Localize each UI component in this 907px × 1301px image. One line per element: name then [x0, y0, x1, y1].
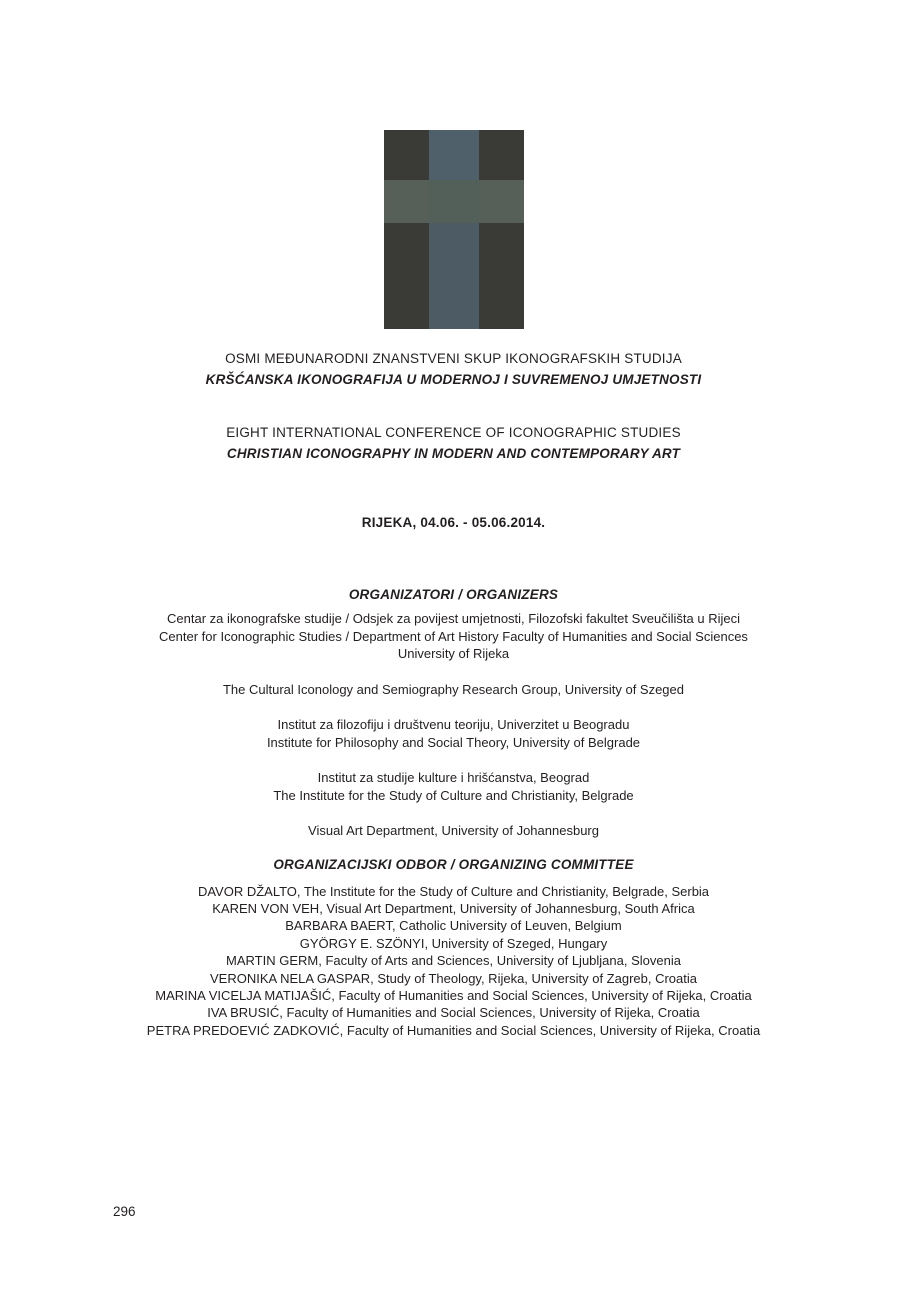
- organizer-line: Institute for Philosophy and Social Theory, University of Belgrade: [266, 734, 641, 750]
- organizer-group: [0, 610, 907, 663]
- organizer-line: Institut za filozofiju i društvenu teoriju, Univerzitet u Beogradu: [277, 717, 630, 732]
- organizer-group: [0, 769, 907, 804]
- conference-title-en: EIGHT INTERNATIONAL CONFERENCE OF ICONOGRAPHIC STUDIES: [226, 425, 681, 440]
- croatian-title-block: [0, 348, 907, 390]
- committee-member: KAREN VON VEH, Visual Art Department, University of Johannesburg, South Africa: [212, 900, 695, 916]
- committee-heading: ORGANIZACIJSKI ODBOR / ORGANIZING COMMITTEE: [273, 856, 634, 872]
- committee-member: GYÖRGY E. SZÖNYI, University of Szeged, Hungary: [299, 935, 608, 951]
- committee-member: DAVOR DŽALTO, The Institute for the Study of Culture and Christianity, Belgrade, Serbia: [197, 883, 710, 899]
- organizer-line: Center for Iconographic Studies / Department of Art History Faculty of Humanities and Social Sciences: [159, 628, 748, 644]
- logo-cell-vbar-top: [429, 130, 479, 180]
- conference-theme-en: CHRISTIAN ICONOGRAPHY IN MODERN AND CONTEMPORARY ART: [226, 446, 681, 461]
- committee-member: VERONIKA NELA GASPAR, Study of Theology, Rijeka, University of Zagreb, Croatia: [210, 970, 697, 986]
- logo-cell-dark: [479, 130, 524, 180]
- organizer-line: Visual Art Department, University of Johannesburg: [308, 823, 599, 838]
- organizer-line: Institut za studije kulture i hrišćanstva, Beograd: [317, 770, 590, 785]
- logo-cell-dark: [384, 223, 429, 329]
- logo-cell-intersection: [429, 180, 479, 223]
- conference-title-hr: OSMI MEĐUNARODNI ZNANSTVENI SKUP IKONOGRAFSKIH STUDIJA: [225, 351, 682, 366]
- page-number: 296: [113, 1204, 136, 1219]
- committee-member: MARINA VICELJA MATIJAŠIĆ, Faculty of Humanities and Social Sciences, University of Rijeka, Croatia: [155, 987, 752, 1003]
- organizers-list: [0, 610, 907, 840]
- logo-cell-dark: [384, 130, 429, 180]
- organizer-group: [0, 681, 907, 699]
- logo-cell-hbar: [384, 180, 429, 223]
- committee-list: [0, 883, 907, 1040]
- logo-cell-hbar: [479, 180, 524, 223]
- committee-member: MARTIN GERM, Faculty of Arts and Sciences, University of Ljubljana, Slovenia: [226, 953, 681, 969]
- date-location: RIJEKA, 04.06. - 05.06.2014.: [361, 515, 546, 530]
- organizer-line: University of Rijeka: [397, 646, 510, 661]
- logo-cell-dark: [479, 223, 524, 329]
- committee-member: IVA BRUSIĆ, Faculty of Humanities and Social Sciences, University of Rijeka, Croatia: [207, 1005, 700, 1021]
- english-title-block: [0, 422, 907, 464]
- organizer-group: [0, 822, 907, 840]
- organizer-line: The Institute for the Study of Culture and Christianity, Belgrade: [273, 787, 634, 803]
- organizer-line: The Cultural Iconology and Semiography Research Group, University of Szeged: [222, 681, 685, 697]
- conference-theme-hr: KRŠĆANSKA IKONOGRAFIJA U MODERNOJ I SUVREMENOJ UMJETNOSTI: [205, 372, 702, 387]
- document-page: [0, 130, 907, 1301]
- committee-member: BARBARA BAERT, Catholic University of Leuven, Belgium: [285, 918, 622, 934]
- cross-logo: [384, 130, 524, 329]
- logo-cell-vbar-bottom: [429, 223, 479, 329]
- organizer-line: Centar za ikonografske studije / Odsjek za povijest umjetnosti, Filozofski fakultet Sveučilišta u Rijeci: [167, 611, 740, 626]
- organizer-group: [0, 716, 907, 751]
- committee-member: PETRA PREDOEVIĆ ZADKOVIĆ, Faculty of Humanities and Social Sciences, University of Rijeka, Croatia: [146, 1022, 761, 1038]
- organizers-heading: ORGANIZATORI / ORGANIZERS: [348, 587, 559, 602]
